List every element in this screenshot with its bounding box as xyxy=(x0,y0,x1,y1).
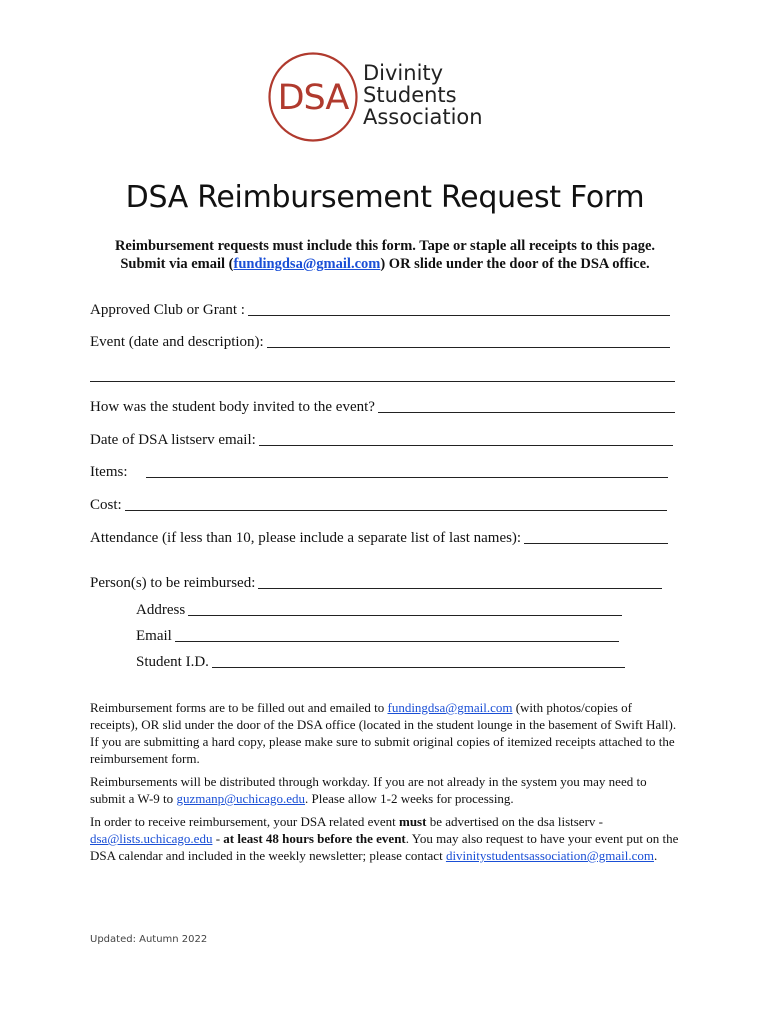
field-email-label: Email xyxy=(136,628,172,644)
logo-mark-text: DSA xyxy=(277,78,349,118)
intro-line-2-after: ) OR slide under the door of the DSA office. xyxy=(380,256,650,272)
field-persons[interactable] xyxy=(90,575,662,592)
field-items-line[interactable] xyxy=(146,477,669,478)
field-invited-label: How was the student body invited to the event? xyxy=(90,399,375,415)
field-address[interactable] xyxy=(136,602,622,619)
field-approved-club-line[interactable] xyxy=(248,315,670,316)
field-items-label: Items: xyxy=(90,464,128,480)
para3-part1: In order to receive reimbursement, your DSA related event xyxy=(90,814,399,829)
dsa-logo-mark xyxy=(267,51,359,143)
logo-line-2: Students xyxy=(363,83,457,107)
field-address-line[interactable] xyxy=(188,615,622,616)
field-email-line[interactable] xyxy=(175,641,619,642)
field-address-label: Address xyxy=(136,602,186,618)
field-student-id[interactable] xyxy=(136,654,625,671)
intro-line-2-before: Submit via email ( xyxy=(120,256,234,272)
para3-part4: . You may also request to have your event put on the DSA calendar and included in the weekly newsletter; please contact xyxy=(90,831,679,863)
para2-after: . Please allow 1-2 weeks for processing. xyxy=(305,791,514,806)
dsa-contact-email-link[interactable]: divinitystudentsassociation@gmail.com xyxy=(445,848,654,863)
field-invited[interactable] xyxy=(90,399,675,416)
field-student-id-line[interactable] xyxy=(212,667,625,668)
para3-bold-must: must xyxy=(399,814,427,829)
para3-part3: - xyxy=(212,831,224,846)
intro-text xyxy=(60,237,710,273)
intro-line-2 xyxy=(60,255,710,273)
para3-part5: . xyxy=(653,848,658,863)
field-persons-line[interactable] xyxy=(258,588,662,589)
updated-footer: Updated: Autumn 2022 xyxy=(90,934,208,945)
field-cost[interactable] xyxy=(90,497,667,514)
field-attendance[interactable] xyxy=(90,530,668,547)
field-items[interactable] xyxy=(90,464,668,481)
instructions-paragraph-1 xyxy=(90,699,680,767)
page-title: DSA Reimbursement Request Form xyxy=(125,180,645,215)
para3-bold-deadline: at least 48 hours before the event xyxy=(223,831,406,846)
field-approved-club-label: Approved Club or Grant : xyxy=(90,302,245,318)
field-cost-label: Cost: xyxy=(90,497,122,513)
logo-line-1: Divinity xyxy=(363,61,444,85)
logo-wordmark xyxy=(363,62,483,128)
instructions-paragraph-3 xyxy=(90,813,680,864)
w9-email-link[interactable]: guzmanp@uchicago.edu xyxy=(176,791,306,806)
funding-email-link[interactable]: fundingdsa@gmail.com xyxy=(387,700,513,715)
field-persons-label: Person(s) to be reimbursed: xyxy=(90,575,256,591)
field-invited-line[interactable] xyxy=(378,412,675,413)
field-email[interactable] xyxy=(136,628,619,645)
para1-after: (with photos/copies of receipts), OR slid under the door of the DSA office (located in the student lounge in the basement of Swift Hall). If you are submitting a hard copy, please make sure to submit original copies of itemized receipts attached to the reimbursement form. xyxy=(90,700,677,766)
field-event-line[interactable] xyxy=(267,347,670,348)
intro-line-1: Reimbursement requests must include this form. Tape or staple all receipts to this page. xyxy=(114,238,656,254)
field-attendance-line[interactable] xyxy=(524,543,668,544)
dsa-logo xyxy=(267,51,507,143)
field-cost-line[interactable] xyxy=(125,510,667,511)
field-listserv-date-line[interactable] xyxy=(259,445,673,446)
field-event-label: Event (date and description): xyxy=(90,334,264,350)
field-student-id-label: Student I.D. xyxy=(136,654,209,670)
intro-email-link[interactable]: fundingdsa@gmail.com xyxy=(233,256,381,272)
field-listserv-date-label: Date of DSA listserv email: xyxy=(90,432,256,448)
logo-line-3: Association xyxy=(363,105,483,129)
listserv-email-link[interactable]: dsa@lists.uchicago.edu xyxy=(90,831,213,846)
para2-before: Reimbursements will be distributed through workday. If you are not already in the system you may need to submit a W-9 to xyxy=(90,774,647,806)
field-listserv-date[interactable] xyxy=(90,432,673,449)
field-attendance-label: Attendance (if less than 10, please include a separate list of last names): xyxy=(90,530,522,546)
field-approved-club[interactable] xyxy=(90,302,670,319)
instructions-paragraph-2 xyxy=(90,773,680,807)
field-event-extra-line[interactable] xyxy=(90,381,675,382)
para3-part2: be advertised on the dsa listserv - xyxy=(426,814,603,829)
para1-before: Reimbursement forms are to be filled out and emailed to xyxy=(90,700,388,715)
field-event[interactable] xyxy=(90,334,670,351)
